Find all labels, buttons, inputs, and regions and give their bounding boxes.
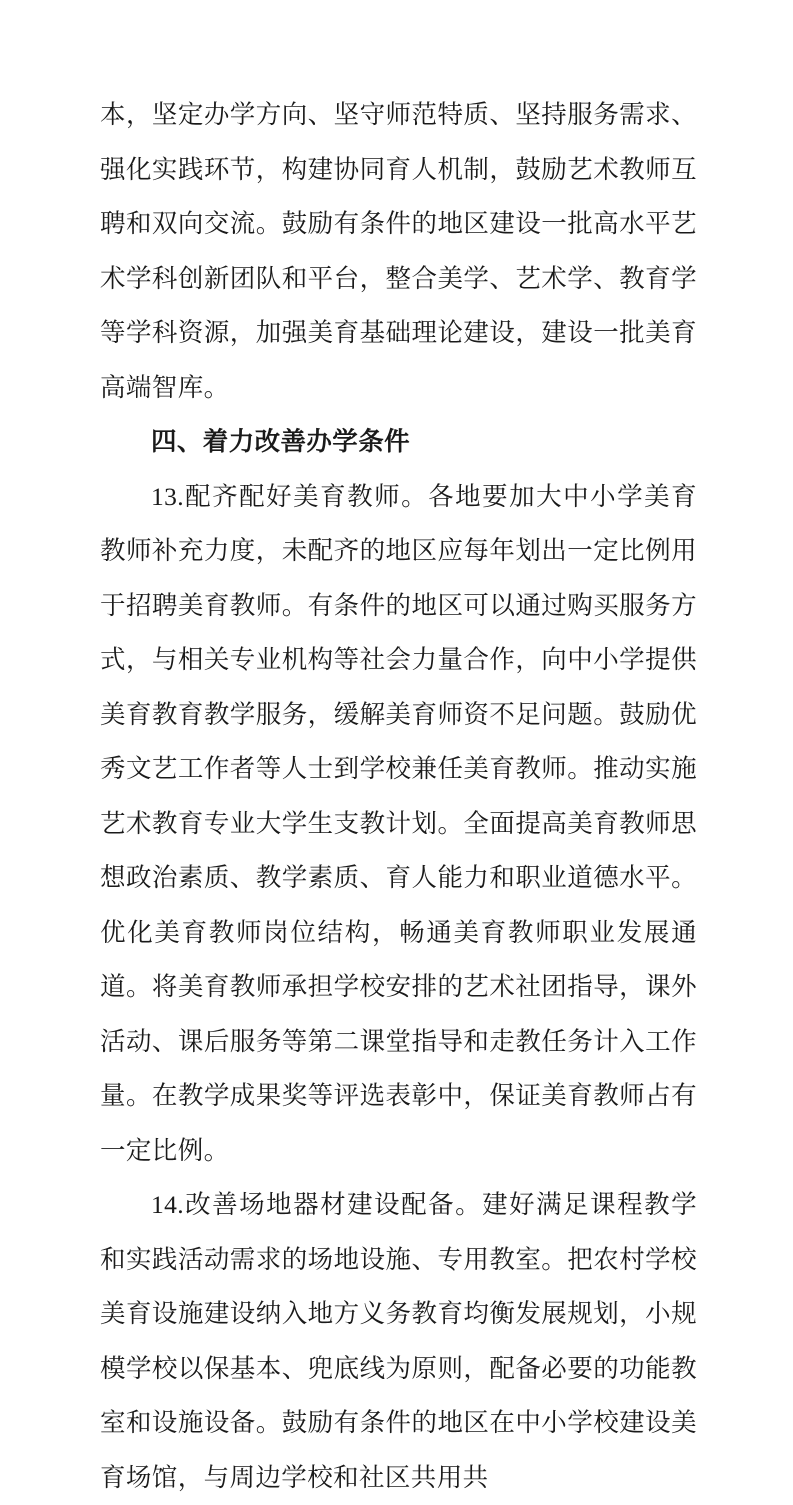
paragraph-item-14: 14.改善场地器材建设配备。建好满足课程教学和实践活动需求的场地设施、专用教室。把农村学校美育设施建设纳入地方义务教育均衡发展规划，小规模学校以保基本、兜底线为原则，配备必要的功能教室和设施设备。鼓励有条件的地区在中小学校建设美育场馆，与周边学校和社区共用共 bbox=[100, 1190, 697, 1492]
section-heading-four: 四、着力改善办学条件 bbox=[151, 427, 411, 456]
document-body bbox=[100, 88, 697, 1505]
paragraph-item-13: 13.配齐配好美育教师。各地要加大中小学美育教师补充力度，未配齐的地区应每年划出一定比例用于招聘美育教师。有条件的地区可以通过购买服务方式，与相关专业机构等社会力量合作，向中小学提供美育教育教学服务，缓解美育师资不足问题。鼓励优秀文艺工作者等人士到学校兼任美育教师。推动实施艺术教育专业大学生支教计划。全面提高美育教师思想政治素质、教学素质、育人能力和职业道德水平。优化美育教师岗位结构，畅通美育教师职业发展通道。将美育教师承担学校安排的艺术社团指导，课外活动、课后服务等第二课堂指导和走教任务计入工作量。在教学成果奖等评选表彰中，保证美育教师占有一定比例。 bbox=[100, 481, 697, 1165]
paragraph-continued-top: 本，坚定办学方向、坚守师范特质、坚持服务需求、强化实践环节，构建协同育人机制，鼓励艺术教师互聘和双向交流。鼓励有条件的地区建设一批高水平艺术学科创新团队和平台，整合美学、艺术学、教育学等学科资源，加强美育基础理论建设，建设一批美育高端智库。 bbox=[100, 100, 697, 402]
